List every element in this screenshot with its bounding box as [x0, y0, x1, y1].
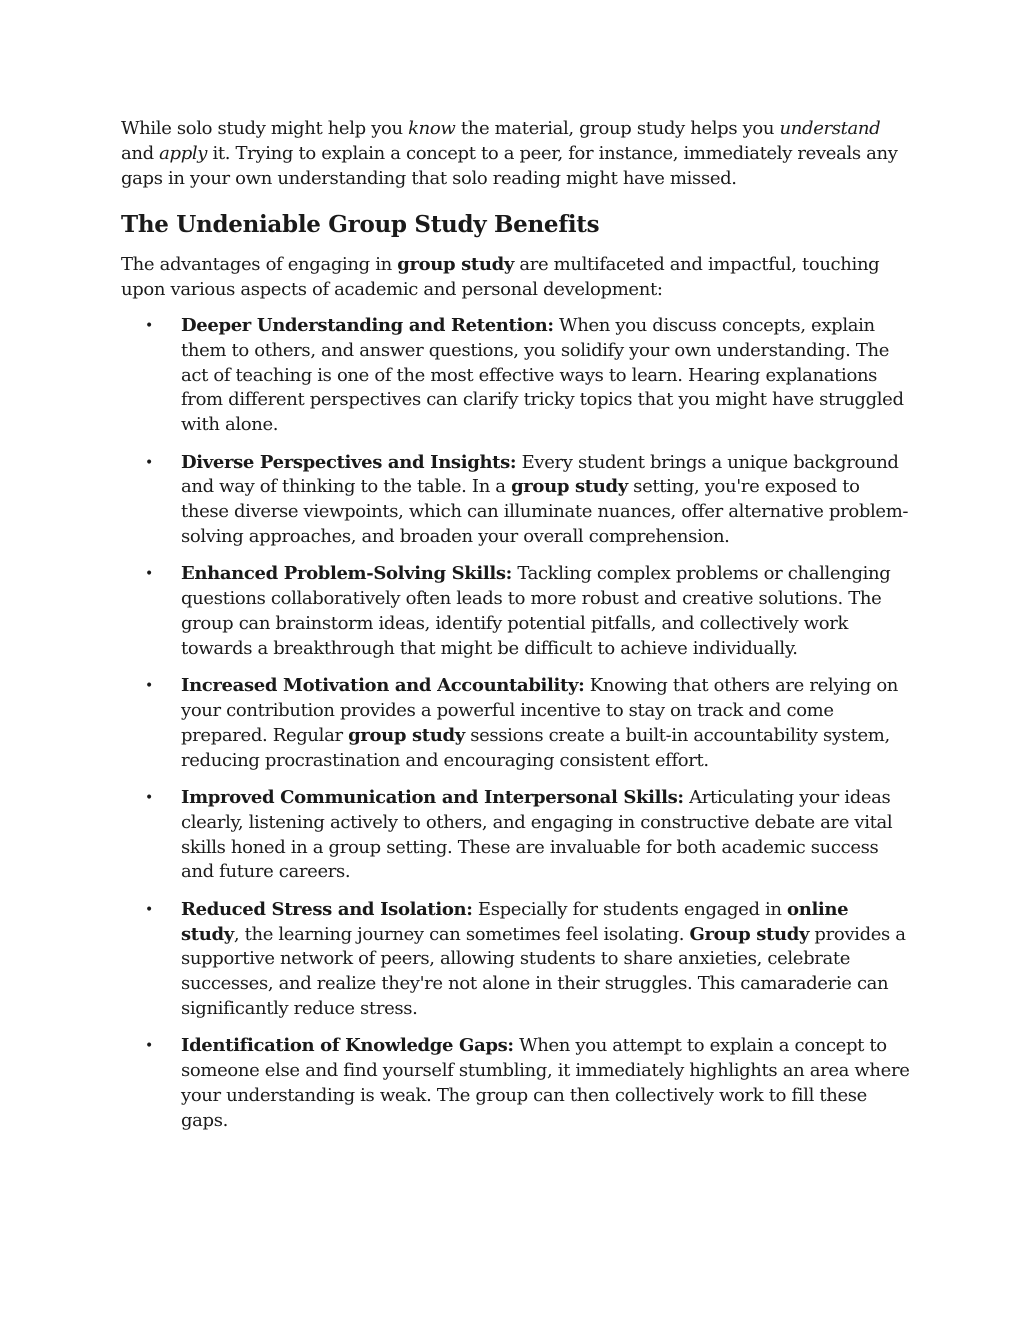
benefit-item-stress [121, 898, 911, 1022]
benefit-title: Enhanced Problem-Solving Skills: [181, 563, 512, 585]
section-lead-paragraph [121, 252, 911, 302]
benefit-title: Increased Motivation and Accountability: [181, 675, 585, 697]
benefit-item-problem-solving [121, 562, 911, 661]
benefit-bold-keyword: online study [181, 898, 849, 945]
intro-text: the material, group study helps you [455, 118, 780, 139]
benefit-text: Every student brings a unique background and way of thinking to the table. In a [181, 451, 899, 498]
benefit-text: sessions create a built-in accountability system, reducing procrastination and encouraging consistent effort. [181, 724, 890, 771]
benefit-text: When you discuss concepts, explain them to others, and answer questions, you solidify your own understanding. The act of teaching is one of the most effective ways to learn. Hearing explanations from different perspectives can clarify tricky topics that you might have struggled with alone. [181, 315, 904, 436]
benefit-item-knowledge-gaps [121, 1034, 911, 1133]
bullet-icon: • [145, 318, 153, 334]
benefit-text: setting, you're exposed to these diverse viewpoints, which can illuminate nuances, offer alternative problem-solving approaches, and broaden your overall comprehension. [181, 476, 909, 547]
document-page [121, 116, 911, 1146]
benefit-title: Improved Communication and Interpersonal Skills: [181, 786, 684, 808]
intro-emphasis-understand: understand [779, 118, 881, 139]
intro-text: it. Trying to explain a concept to a peer, for instance, immediately reveals any gaps in your own understanding that solo reading might have missed. [121, 143, 898, 189]
benefit-title: Identification of Knowledge Gaps: [181, 1035, 514, 1057]
bullet-icon: • [145, 454, 153, 471]
bullet-icon: • [145, 566, 153, 583]
benefit-text: , the learning journey can sometimes feel isolating. [233, 923, 690, 945]
intro-emphasis-apply: apply [159, 143, 208, 164]
benefit-text: Especially for students engaged in [472, 898, 788, 920]
benefit-text: Articulating your ideas clearly, listening actively to others, and engaging in constructive debate are vital skills honed in a group setting. These are invaluable for both academic success and future careers. [181, 786, 893, 883]
benefits-list [121, 314, 911, 1133]
benefit-bold-keyword: Group study [689, 923, 810, 945]
benefit-title: Diverse Perspectives and Insights: [181, 451, 517, 473]
lead-bold-keyword: group study [397, 254, 514, 275]
benefit-item-motivation [121, 674, 911, 773]
lead-text: The advantages of engaging in [121, 254, 398, 275]
benefit-text: provides a supportive network of peers, allowing students to share anxieties, celebrate successes, and realize they're not alone in their struggles. This camaraderie can significantly reduce stress. [181, 923, 906, 1019]
benefit-bold-keyword: group study [511, 476, 628, 498]
benefit-item-understanding [121, 314, 911, 438]
benefit-item-communication [121, 786, 911, 885]
benefit-title: Reduced Stress and Isolation: [181, 898, 473, 920]
benefit-title: Deeper Understanding and Retention: [181, 315, 554, 336]
lead-text: are multifaceted and impactful, touching upon various aspects of academic and personal development: [121, 254, 880, 300]
bullet-icon: • [145, 678, 153, 695]
section-heading: The Undeniable Group Study Benefits [121, 211, 600, 238]
benefit-text: Knowing that others are relying on your contribution provides a powerful incentive to stay on track and come prepared. Regular [181, 675, 899, 746]
benefit-item-perspectives [121, 451, 911, 550]
intro-text: While solo study might help you [121, 118, 409, 139]
bullet-icon: • [145, 901, 153, 918]
intro-paragraph [121, 116, 911, 191]
bullet-icon: • [145, 1038, 153, 1055]
benefit-bold-keyword: group study [348, 724, 465, 746]
intro-text: and [121, 143, 160, 164]
intro-emphasis-know: know [408, 118, 456, 139]
benefit-text: Tackling complex problems or challenging questions collaboratively often leads to more robust and creative solutions. The group can brainstorm ideas, identify potential pitfalls, and collectively work towards a breakthrough that might be difficult to achieve individually. [181, 563, 891, 659]
bullet-icon: • [145, 789, 153, 806]
benefit-text: When you attempt to explain a concept to someone else and find yourself stumbling, it immediately highlights an area where your understanding is weak. The group can then collectively work to fill these gaps. [181, 1035, 910, 1131]
